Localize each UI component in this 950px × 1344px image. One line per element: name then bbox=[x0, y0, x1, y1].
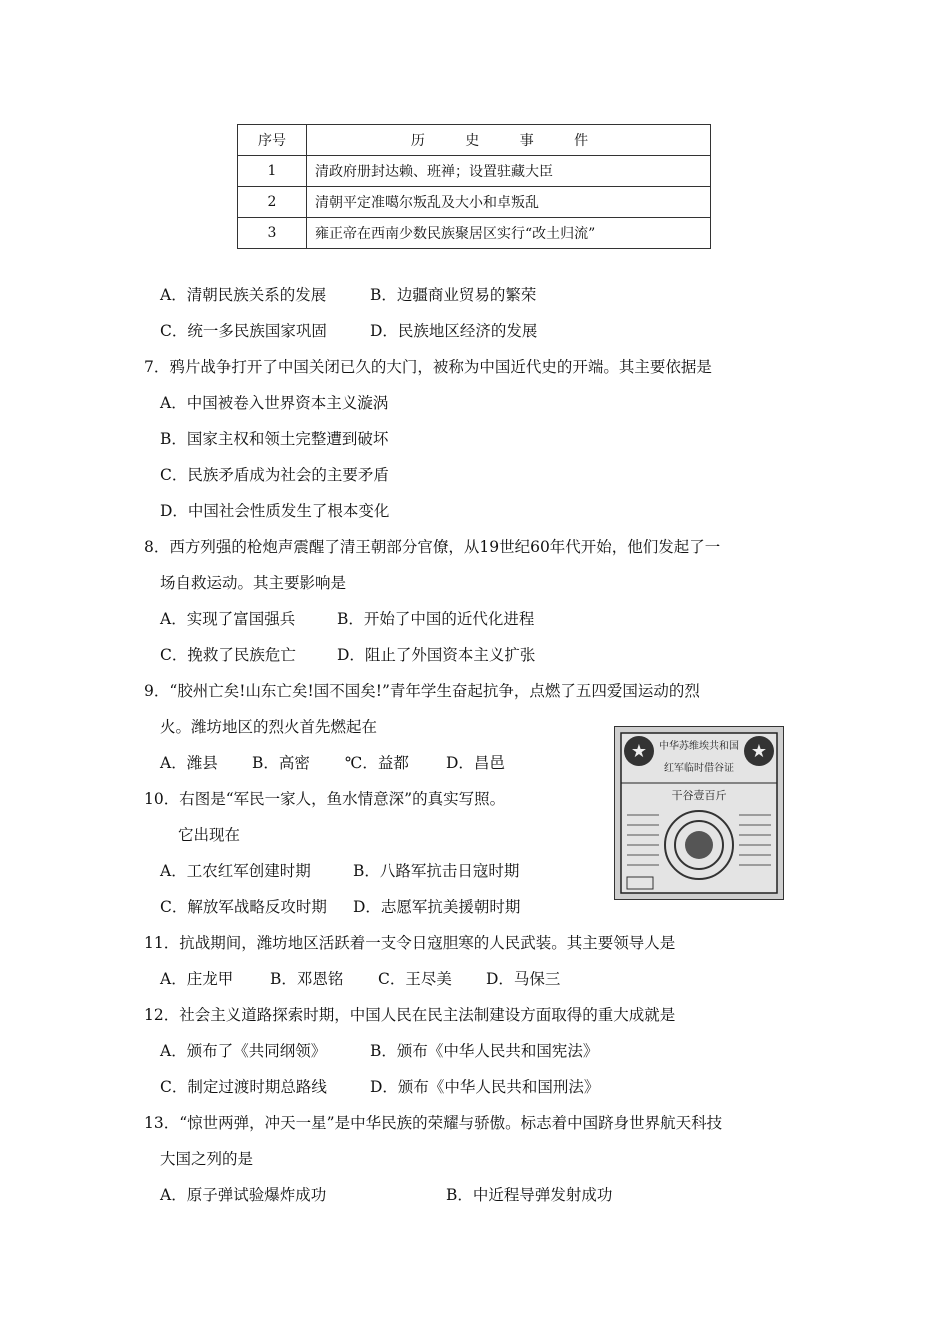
svg-text:★: ★ bbox=[630, 741, 648, 762]
svg-text:★: ★ bbox=[750, 741, 768, 762]
header-index: 序号 bbox=[238, 125, 307, 156]
q13-stem-line1: 13．“惊世两弹，冲天一星”是中华民族的荣耀与骄傲。标志着中国跻身世界航天科技 bbox=[144, 1114, 723, 1132]
q8-option-c: C．挽救了民族危亡 bbox=[160, 646, 296, 664]
q13-option-b: B．中近程导弹发射成功 bbox=[446, 1186, 613, 1204]
certificate-amount: 干谷壹百斤 bbox=[671, 789, 727, 802]
q9-stem-line1: 9．“胶州亡矣!山东亡矣!国不国矣!”青年学生奋起抗争，点燃了五四爱国运动的烈 bbox=[144, 682, 700, 700]
q9-stem-line2: 火。潍坊地区的烈火首先燃起在 bbox=[160, 718, 378, 736]
q12-option-d: D．颁布《中华人民共和国刑法》 bbox=[370, 1078, 600, 1096]
q12-option-a: A．颁布了《共同纲领》 bbox=[160, 1042, 327, 1060]
q9-option-d: D．昌邑 bbox=[446, 754, 505, 772]
q7-stem: 7．鸦片战争打开了中国关闭已久的大门，被称为中国近代史的开端。其主要依据是 bbox=[144, 358, 712, 376]
table-header bbox=[238, 125, 711, 156]
q12-option-c: C．制定过渡时期总路线 bbox=[160, 1078, 327, 1096]
q11-stem: 11．抗战期间，潍坊地区活跃着一支令日寇胆寒的人民武装。其主要领导人是 bbox=[144, 934, 676, 952]
q10-stem-line2: 它出现在 bbox=[178, 826, 241, 844]
table-row bbox=[238, 187, 711, 218]
row-event: 清朝平定准噶尔叛乱及大小和卓叛乱 bbox=[307, 187, 711, 218]
q6-option-a: A．清朝民族关系的发展 bbox=[160, 286, 327, 304]
q10-option-a: A．工农红军创建时期 bbox=[160, 862, 311, 880]
q10-stem-line1: 10．右图是“军民一家人，鱼水情意深”的真实写照。 bbox=[144, 790, 506, 808]
row-index: 1 bbox=[238, 156, 307, 187]
events-table bbox=[237, 124, 711, 249]
q9-option-c: ℃．益都 bbox=[345, 754, 409, 772]
q11-option-b: B．邓恩铭 bbox=[270, 970, 344, 988]
q9-option-b: B．高密 bbox=[252, 754, 310, 772]
table-row bbox=[238, 218, 711, 249]
q11-option-c: C．王尽美 bbox=[378, 970, 452, 988]
q13-option-a: A．原子弹试验爆炸成功 bbox=[160, 1186, 327, 1204]
q7-option-d: D．中国社会性质发生了根本变化 bbox=[160, 502, 390, 520]
q7-option-b: B．国家主权和领土完整遭到破坏 bbox=[160, 430, 389, 448]
q10-option-d: D．志愿军抗美援朝时期 bbox=[353, 898, 521, 916]
q8-option-a: A．实现了富国强兵 bbox=[160, 610, 296, 628]
q11-option-d: D．马保三 bbox=[486, 970, 561, 988]
grain-certificate-image bbox=[615, 727, 783, 899]
q6-option-d: D．民族地区经济的发展 bbox=[370, 322, 538, 340]
q8-stem-line2: 场自救运动。其主要影响是 bbox=[160, 574, 347, 592]
header-event: 历 史 事 件 bbox=[307, 125, 711, 156]
grain-certificate-photo bbox=[614, 726, 784, 900]
q11-option-a: A．庄龙甲 bbox=[160, 970, 234, 988]
q7-option-c: C．民族矛盾成为社会的主要矛盾 bbox=[160, 466, 389, 484]
q12-stem: 12．社会主义道路探索时期，中国人民在民主法制建设方面取得的重大成就是 bbox=[144, 1006, 676, 1024]
q8-option-d: D．阻止了外国资本主义扩张 bbox=[337, 646, 536, 664]
table-row bbox=[238, 156, 711, 187]
q7-option-a: A．中国被卷入世界资本主义漩涡 bbox=[160, 394, 389, 412]
q6-option-b: B．边疆商业贸易的繁荣 bbox=[370, 286, 537, 304]
row-index: 2 bbox=[238, 187, 307, 218]
q8-option-b: B．开始了中国的近代化进程 bbox=[337, 610, 535, 628]
row-event: 雍正帝在西南少数民族聚居区实行“改土归流” bbox=[307, 218, 711, 249]
q12-option-b: B．颁布《中华人民共和国宪法》 bbox=[370, 1042, 599, 1060]
certificate-subtitle: 红军临时借谷证 bbox=[664, 763, 734, 774]
q10-option-b: B．八路军抗击日寇时期 bbox=[353, 862, 520, 880]
q9-option-a: A．潍县 bbox=[160, 754, 218, 772]
q13-stem-line2: 大国之列的是 bbox=[160, 1150, 254, 1168]
q8-stem-line1: 8．西方列强的枪炮声震醒了清王朝部分官僚，从19世纪60年代开始，他们发起了一 bbox=[144, 538, 721, 556]
row-index: 3 bbox=[238, 218, 307, 249]
q6-option-c: C．统一多民族国家巩固 bbox=[160, 322, 327, 340]
q10-option-c: C．解放军战略反攻时期 bbox=[160, 898, 327, 916]
certificate-title: 中华苏维埃共和国 bbox=[659, 741, 739, 752]
row-event: 清政府册封达赖、班禅；设置驻藏大臣 bbox=[307, 156, 711, 187]
